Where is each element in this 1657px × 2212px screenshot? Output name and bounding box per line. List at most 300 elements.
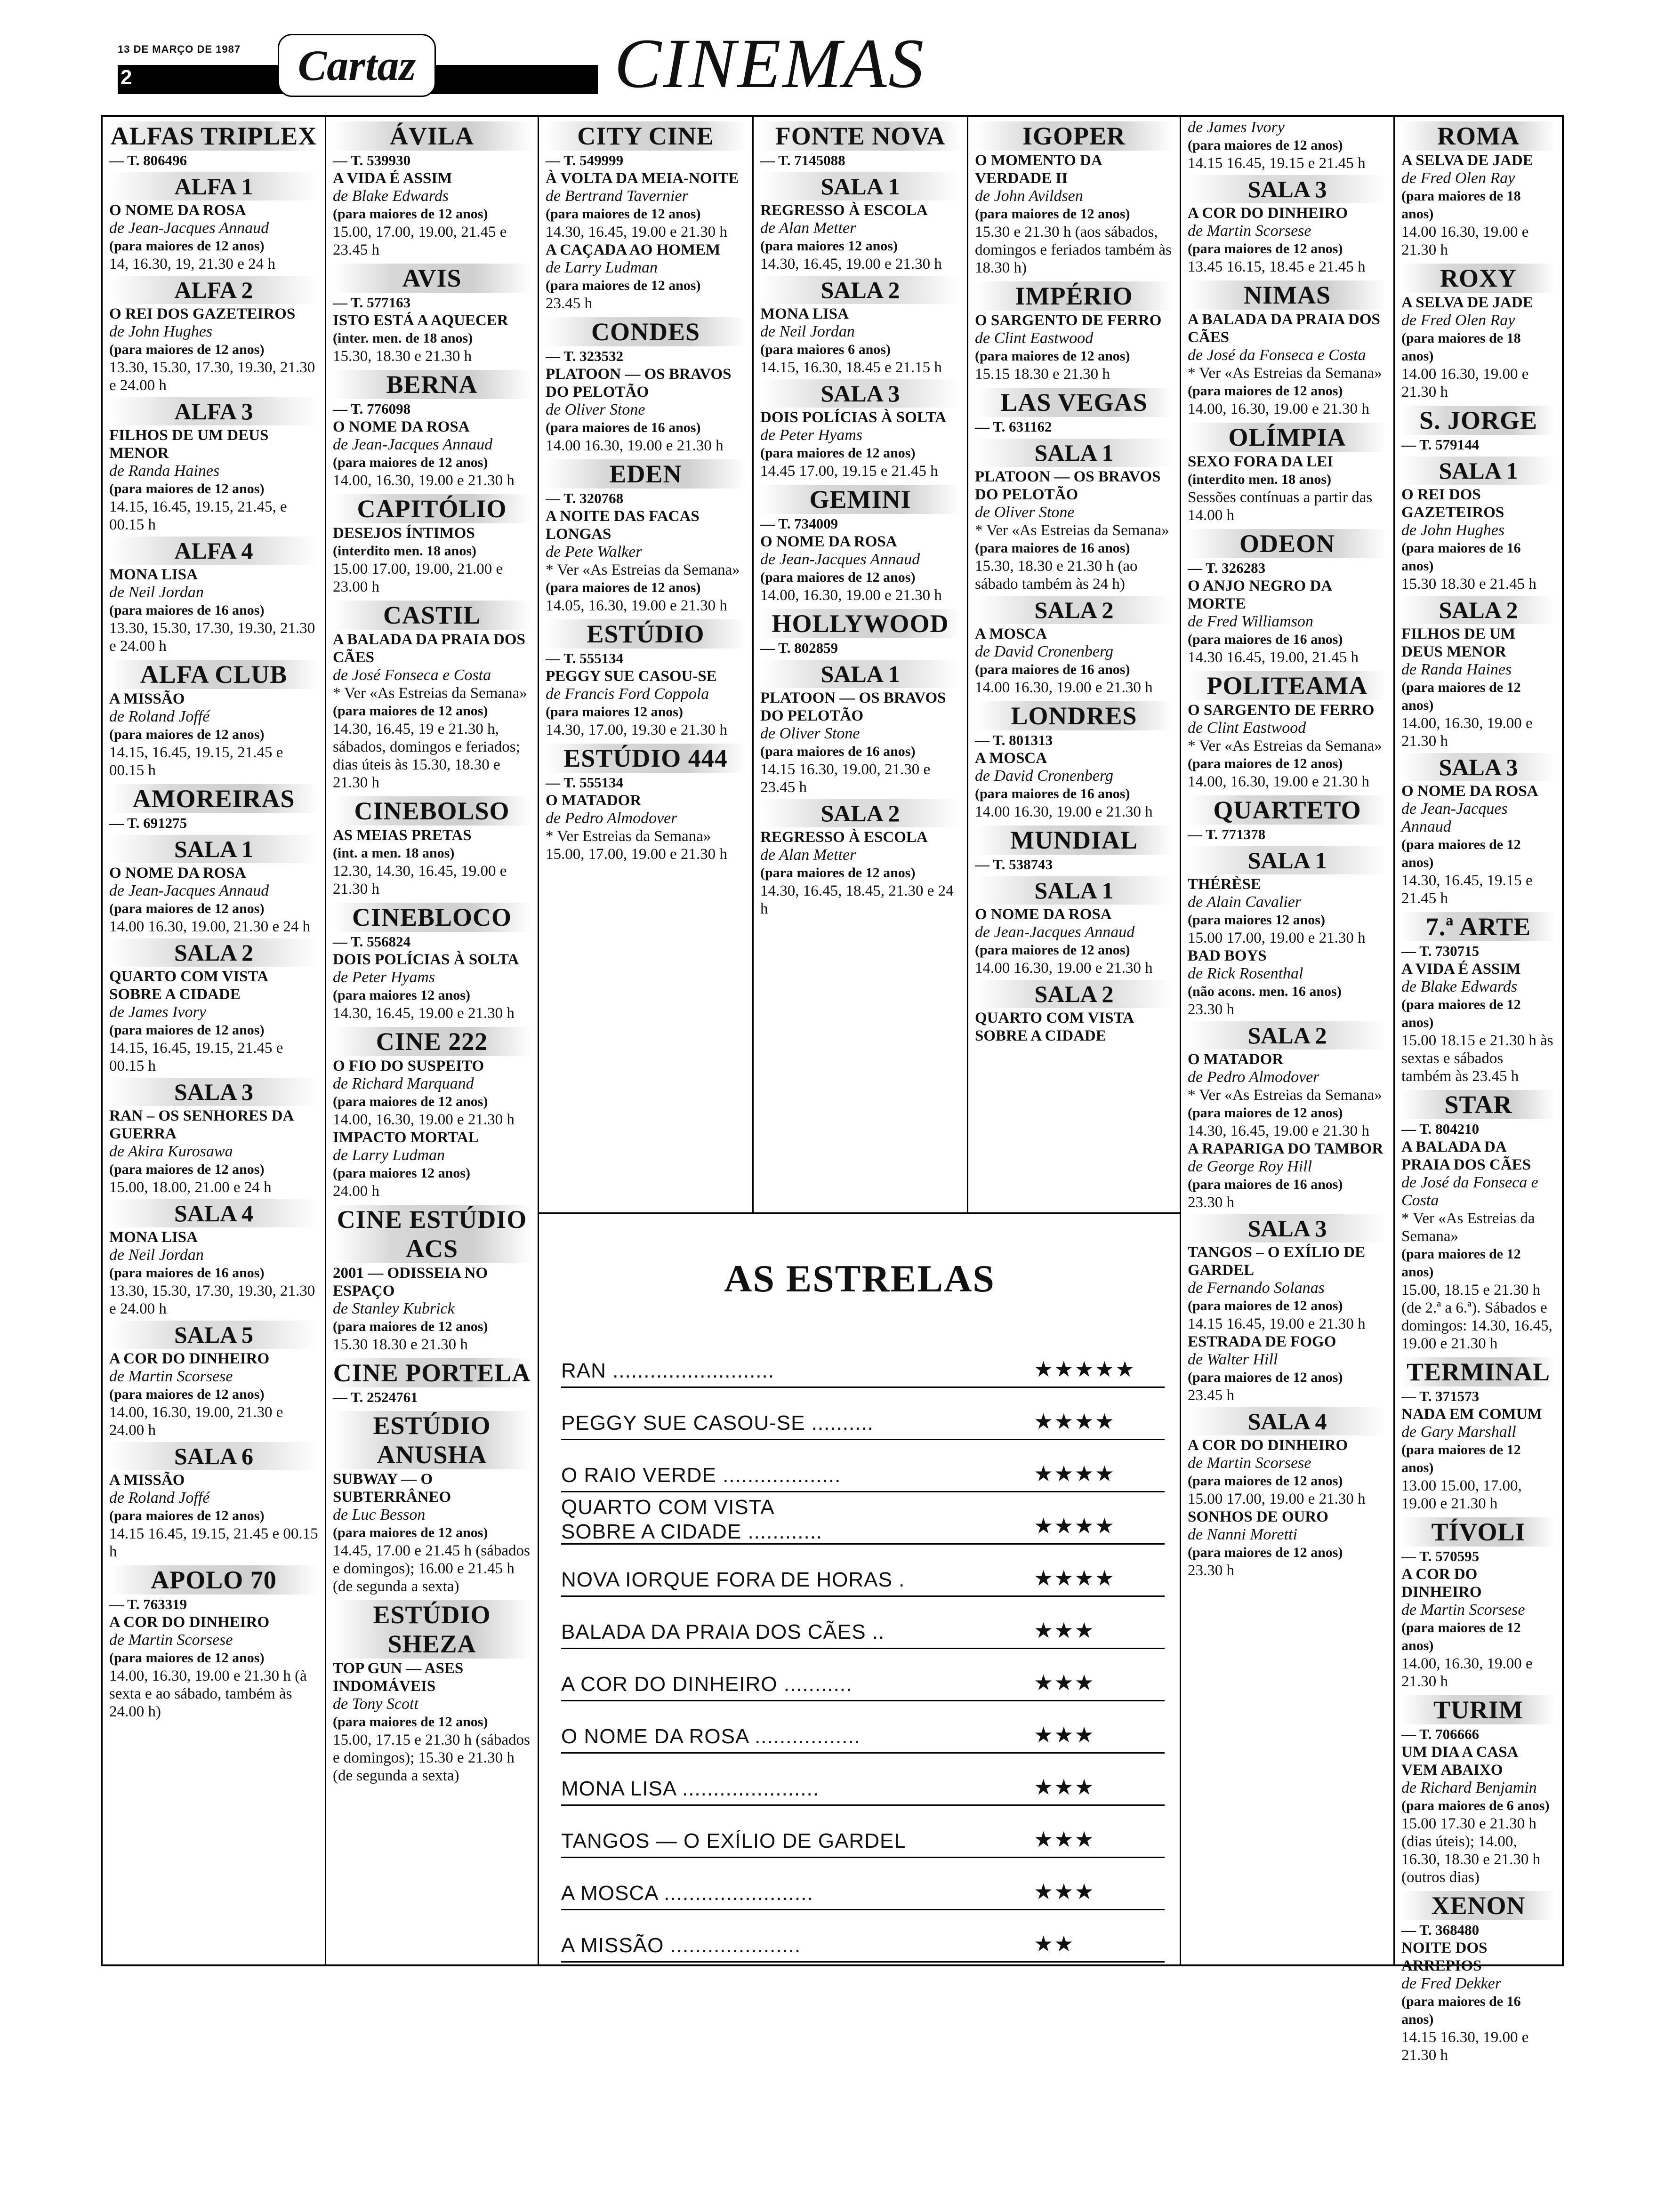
age-rating: (para maiores de 12 anos) [546,580,701,595]
film-director: de Roland Joffé [109,1489,210,1507]
film-director: de Luc Besson [333,1506,426,1523]
showtimes: 14.15 16.45, 19.15 e 21.45 h [1188,155,1366,172]
film-director: de Martin Scorsese [109,1631,233,1649]
screen-label: ALFA 3 [109,397,318,425]
film-director: de John Hughes [1401,521,1505,539]
age-rating: (para maiores de 12 anos) [333,703,488,719]
cinema-listing [546,744,746,863]
film-title: A COR DO DINHEIRO [109,1350,270,1367]
film-director: de José da Fonseca e Costa [1188,346,1366,364]
rating-row [561,1336,1165,1388]
showtimes: 14.30, 16.45, 18.45, 21.30 e 24 h [760,882,954,917]
cinema-listing [333,370,531,489]
age-rating: (para maiores de 12 anos) [333,455,488,470]
showtimes: 13.30, 15.30, 17.30, 19.30, 21.30 e 24.00 h [109,620,315,655]
age-rating: (para maiores de 16 anos) [975,540,1130,556]
film-title: O FIO DO SUSPEITO [333,1058,484,1074]
stars-list [561,1336,1165,1963]
cinema-name: TÍVOLI [1401,1517,1555,1547]
film-title: A SELVA DE JADE [1401,294,1533,311]
age-rating: (para maiores de 12 anos) [333,1094,488,1109]
cinema-name: TURIM [1401,1695,1555,1724]
film-note: * Ver «As Estreias da Semana» [546,561,740,578]
column-3 [539,119,752,868]
film-director: de Martin Scorsese [1188,222,1311,240]
screen-label: SALA 6 [109,1442,318,1470]
age-rating: (para maiores de 12 anos) [1188,137,1343,153]
rating-film [561,1495,822,1544]
film-director: de Martin Scorsese [109,1368,233,1385]
screen-label: SALA 2 [975,596,1173,624]
age-rating: (para maiores de 16 anos) [546,420,701,435]
showtimes: 23.45 h [1188,1387,1234,1404]
film-director: de Fred Olen Ray [1401,169,1515,187]
age-rating: (para maiores de 16 anos) [1188,632,1343,647]
film-director: de Nanni Moretti [1188,1526,1297,1543]
screen-label: SALA 3 [109,1078,318,1106]
cinema-phone: — T. 730715 [1401,943,1480,959]
film-title: O NOME DA ROSA [109,202,246,219]
film-title: RAN – OS SENHORES DA GUERRA [109,1107,293,1142]
rating-film-line: SOBRE A CIDADE ............ [561,1520,823,1543]
showtimes: 15.00, 17.00, 19.00 e 21.30 h [546,846,727,863]
cinema-name: OLÍMPIA [1188,423,1387,452]
cinema-listing [1401,264,1555,401]
film-title: A VIDA É ASSIM [1401,961,1521,978]
showtimes: 14.15 16.45, 19.15, 21.45 e 00.15 h [109,1525,318,1560]
cinema-listing [975,701,1173,821]
age-rating: (para maiores de 16 anos) [1188,1177,1343,1192]
showtimes: 12.30, 14.30, 16.45, 19.00 e 21.30 h [333,863,507,898]
film-title: O NOME DA ROSA [760,533,897,550]
cinema-listing [546,619,746,739]
film-title: A MISSÃO [109,690,185,707]
cinema-name: IMPÉRIO [975,281,1173,311]
stars-ratings-box [539,1214,1180,1964]
film-director: de Alan Metter [760,219,856,237]
film-title: DOIS POLÍCIAS À SOLTA [760,409,947,426]
age-rating: (para maiores de 12 anos) [109,901,265,916]
cinema-phone: — T. 579144 [1401,436,1480,453]
film-director: de Oliver Stone [760,725,860,742]
age-rating: (para maiores de 12 anos) [1188,241,1343,256]
cinema-listing [1401,1695,1555,1886]
film-title: TANGOS – O EXÍLIO DE GARDEL [1188,1244,1366,1279]
film-director: de Alan Metter [760,846,856,864]
cinema-phone: — T. 631162 [975,418,1052,435]
cinema-name: ALFAS TRIPLEX [109,121,318,151]
showtimes: 14.30 16.45, 19.00, 21.45 h [1188,649,1359,666]
rating-film: A MISSÃO ..................... [561,1934,801,1957]
rating-row [561,1440,1165,1492]
cinema-listing [760,485,960,604]
cinema-name: APOLO 70 [109,1565,318,1595]
cinema-name: ESTÚDIO [546,619,746,649]
film-title: AS MEIAS PRETAS [333,827,472,844]
age-rating: (para maiores de 12 anos) [975,206,1130,222]
age-rating: (para maiores de 12 anos) [109,727,265,742]
film-title: O MATADOR [1188,1051,1284,1068]
cinema-phone: — T. 763319 [109,1596,187,1612]
cinema-listing [975,281,1173,383]
cinema-phone: — T. 555134 [546,650,624,666]
film-director: de Alain Cavalier [1188,893,1302,911]
cinema-name: XENON [1401,1891,1555,1920]
cinema-name: AMOREIRAS [109,784,318,813]
screen-label: SALA 1 [109,835,318,863]
screen-label: SALA 1 [760,660,960,688]
age-rating: (para maiores de 12 anos) [1188,1105,1343,1121]
showtimes: 15.00 17.00, 19.00, 21.00 e 23.00 h [333,561,503,595]
cinema-phone: — T. 806496 [109,152,187,168]
film-director: de Jean-Jacques Annaud [975,923,1135,941]
cinema-name: CINE 222 [333,1027,531,1056]
cinema-name: TERMINAL [1401,1357,1555,1387]
cinema-listing [760,609,960,918]
film-note: * Ver «As Estreias da Semana» [1188,1087,1382,1104]
cinema-phone: — T. 323532 [546,348,624,364]
rating-film: MONA LISA ...................... [561,1777,819,1800]
film-director: de Larry Ludman [546,259,658,276]
film-title: A COR DO DINHEIRO [109,1614,270,1631]
film-director: de Stanley Kubrick [333,1300,455,1317]
age-rating: (para maiores de 18 anos) [1401,188,1521,222]
cinema-phone: — T. 734009 [760,515,838,532]
cinema-listing [546,317,746,455]
cinema-listing [333,1205,531,1354]
film-title: A SELVA DE JADE [1401,152,1533,169]
cinema-listing [1401,406,1555,907]
age-rating: (para maiores de 12 anos) [109,481,265,497]
film-title: UM DIA A CASA VEM ABAIXO [1401,1744,1518,1779]
rating-stars: ★★★★★ [1034,1356,1136,1382]
showtimes: 14.00 16.30, 19.00 e 21.30 h [975,803,1153,820]
screen-label: SALA 2 [975,980,1173,1008]
cinema-listing [333,1600,531,1785]
film-director: de Fred Williamson [1188,613,1313,630]
age-rating: (interdito men. 18 anos) [1188,472,1331,487]
rating-row [561,1388,1165,1440]
film-director: de Neil Jordan [109,1246,204,1264]
column-4 [754,119,967,922]
showtimes: 14.30, 16.45, 19.00 e 21.30 h [1188,1122,1369,1139]
rating-stars: ★★★ [1034,1670,1095,1695]
rating-row [561,1806,1165,1858]
film-director: de David Cronenberg [975,643,1113,660]
cinema-phone: — T. 549999 [546,152,624,168]
film-title: MONA LISA [109,566,198,583]
cinema-phone: — T. 706666 [1401,1726,1480,1742]
film-title: TOP GUN — ASES INDOMÁVEIS [333,1660,464,1695]
showtimes: 15.00 17.00, 19.00 e 21.30 h [1188,930,1366,946]
film-note: * Ver «As Estreias da Semana» [975,522,1169,539]
film-title: PEGGY SUE CASOU-SE [546,668,717,685]
film-director: de Larry Ludman [333,1146,445,1164]
film-director: de Randa Haines [1401,661,1512,678]
rating-film: TANGOS — O EXÍLIO DE GARDEL [561,1829,906,1852]
rating-film: BALADA DA PRAIA DOS CÃES .. [561,1620,885,1643]
showtimes: 15.30 18.30 e 21.45 h [1401,576,1536,593]
film-note: * Ver «As Estreias da Semana» [333,685,527,702]
film-director: de Oliver Stone [975,504,1075,521]
cinema-listing [333,494,531,596]
age-rating: (para maiores 6 anos) [760,342,891,357]
page-number: 2 [121,66,132,89]
showtimes: 15.00, 18.15 e 21.30 h (de 2.ª a 6.ª). Sábados e domingos: 14.30, 16.45, 19.00 e 21.30 h [1401,1282,1552,1352]
age-rating: (para maiores de 12 anos) [975,942,1130,958]
age-rating: (para maiores de 12 anos) [1401,1246,1521,1280]
screen-label: SALA 3 [1188,175,1387,203]
film-director: de Blake Edwards [333,187,449,205]
showtimes: Sessões contínuas a partir das 14.00 h [1188,489,1373,524]
film-director: de James Ivory [109,1003,206,1021]
film-title: A CAÇADA AO HOMEM [546,241,721,258]
rating-row [561,1545,1165,1597]
section-title: CINEMAS [614,24,926,103]
film-title: O SARGENTO DE FERRO [1188,702,1375,719]
cinema-listing [333,121,531,259]
film-director: de Neil Jordan [109,584,204,601]
cinema-listing [760,121,960,480]
cinema-phone: — T. 556824 [333,933,411,950]
cinema-listing [975,388,1173,697]
cinema-phone: — T. 7145088 [760,152,845,168]
showtimes: 15.30 18.30 e 21.30 h [333,1336,468,1353]
screen-label: SALA 4 [1188,1407,1387,1435]
showtimes: 23.30 h [1188,1562,1234,1579]
film-director: de Blake Edwards [1401,978,1518,995]
cinema-name: GEMINI [760,485,960,514]
age-rating: (para maiores de 12 anos) [109,238,265,254]
film-title: À VOLTA DA MEIA-NOITE [546,170,739,187]
screen-label: SALA 1 [1401,457,1555,485]
cinema-name: NIMAS [1188,281,1387,310]
rating-stars: ★★★ [1034,1618,1095,1643]
cinema-name: CINEBLOCO [333,903,531,932]
film-note: * Ver «As Estreias da Semana» [1401,1210,1535,1245]
cinema-listing [1188,423,1387,524]
rating-row [561,1858,1165,1910]
age-rating: (para maiores de 12 anos) [760,569,916,585]
film-director: de Clint Eastwood [1188,719,1306,737]
film-title: A NOITE DAS FACAS LONGAS [546,508,700,543]
age-rating: (para maiores de 12 anos) [1188,756,1343,771]
rating-film: O NOME DA ROSA ................. [561,1725,861,1748]
rating-stars: ★★★★ [1034,1565,1115,1591]
cinema-name: IGOPER [975,121,1173,151]
cinema-name: 7.ª ARTE [1401,912,1555,941]
screen-label: SALA 2 [760,799,960,827]
showtimes: 14.15 16.30, 19.00 e 21.30 h [1401,2029,1529,2064]
rating-stars: ★★★★ [1034,1513,1115,1539]
column-1 [103,119,325,1725]
cinema-phone: — T. 570595 [1401,1548,1480,1564]
film-title: O NOME DA ROSA [333,418,470,435]
age-rating: (para maiores de 12 anos) [109,1162,265,1177]
age-rating: (para maiores de 12 anos) [109,1022,265,1038]
screen-label: SALA 2 [1188,1021,1387,1050]
cinema-listing [333,903,531,1022]
cinema-listing [109,1565,318,1721]
cinema-listing [109,784,318,1561]
cinema-listing [109,660,318,779]
showtimes: 13.30, 15.30, 17.30, 19.30, 21.30 e 24.00 h [109,359,315,394]
film-director: de John Hughes [109,323,213,340]
cinema-listing [333,264,531,365]
cinema-name: S. JORGE [1401,406,1555,435]
showtimes: 14.00, 16.30, 19.00 e 21.30 h [760,587,942,604]
cinema-name: CAPITÓLIO [333,494,531,523]
issue-date: 13 DE MARÇO DE 1987 [118,43,241,55]
cinema-phone: — T. 371573 [1401,1388,1480,1404]
film-director: de David Cronenberg [975,767,1113,785]
rating-row [561,1701,1165,1754]
showtimes: 14.45, 17.00 e 21.45 h (sábados e domingos); 16.00 e 21.45 h (de segunda a sexta) [333,1542,530,1595]
showtimes: 15.00 18.15 e 21.30 h às sextas e sábados também às 23.45 h [1401,1032,1553,1085]
cinema-name: FONTE NOVA [760,121,960,151]
cinema-listing [1401,912,1555,1085]
screen-label: SALA 1 [760,172,960,200]
cinema-listing [1188,529,1387,666]
film-title: DESEJOS ÍNTIMOS [333,525,475,542]
age-rating: (não acons. men. 16 anos) [1188,984,1342,999]
film-title: O REI DOS GAZETEIROS [109,305,296,322]
rating-row [561,1754,1165,1806]
cinema-phone: — T. 538743 [975,856,1053,873]
film-director: de Rick Rosenthal [1188,965,1303,982]
age-rating: (para maiores de 12 anos) [1188,1473,1343,1489]
cinema-name: STAR [1401,1090,1555,1119]
age-rating: (para maiores de 12 anos) [1401,680,1521,713]
cinema-listing [1401,1357,1555,1513]
cinema-name: EDEN [546,459,746,489]
rating-stars: ★★★ [1034,1722,1095,1747]
film-director: de Tony Scott [333,1695,418,1713]
film-title: MONA LISA [760,305,849,322]
film-title: SUBWAY — O SUBTERRÂNEO [333,1471,451,1506]
showtimes: 14.15, 16.45, 19.15, 21.45 e 00.15 h [109,744,283,779]
age-rating: (para maiores de 12 anos) [109,1508,265,1523]
film-title: A COR DO DINHEIRO [1401,1566,1482,1601]
cinema-name: CINE ESTÚDIO ACS [333,1205,531,1263]
cinema-name: POLITEAMA [1188,671,1387,700]
cinema-listing [1401,1090,1555,1353]
showtimes: 23.30 h [1188,1001,1234,1018]
showtimes: 14.00, 16.30, 19.00 e 21.30 h [333,1111,515,1128]
showtimes: 15.30, 18.30 e 21.30 h [333,348,472,365]
age-rating: (para maiores de 6 anos) [1401,1798,1550,1813]
cinema-name: QUARTETO [1188,795,1387,825]
film-title: QUARTO COM VISTA SOBRE A CIDADE [975,1010,1134,1044]
film-title: SEXO FORA DA LEI [1188,453,1333,470]
film-title: SONHOS DE OURO [1188,1508,1328,1525]
film-director: de Roland Joffé [109,708,210,725]
showtimes: 14.30, 16.45, 19 e 21.30 h, sábados, domingos e feriados; dias úteis às 15.30, 18.30 e 21.30 h [333,721,520,791]
stars-title: AS ESTRELAS [724,1257,995,1300]
cinema-name: ESTÚDIO SHEZA [333,1600,531,1659]
cinema-listing [109,121,318,655]
film-title: NADA EM COMUM [1401,1406,1542,1423]
frame-top [101,115,1564,117]
showtimes: 14.00, 16.30, 19.00 e 21.30 h (à sexta e ao sábado, também às 24.00 h) [109,1667,307,1720]
rating-film: A COR DO DINHEIRO ........... [561,1673,853,1696]
showtimes: 15.00, 17.00, 19.00, 21.45 e 23.45 h [333,224,507,258]
showtimes: 14.15 16.30, 19.00, 21.30 e 23.45 h [760,761,931,796]
age-rating: (para maiores 12 anos) [333,987,470,1003]
cinema-phone: — T. 691275 [109,815,187,831]
cinema-listing [333,1027,531,1200]
film-title: O NOME DA ROSA [975,906,1112,923]
cinema-listing [333,796,531,898]
film-title: FILHOS DE UM DEUS MENOR [1401,625,1516,660]
screen-label: SALA 3 [760,379,960,408]
age-rating: (para maiores de 16 anos) [1401,1994,1521,2027]
showtimes: 14.05, 16.30, 19.00 e 21.30 h [546,597,727,614]
showtimes: 15.00, 17.15 e 21.30 h (sábados e domingos); 15.30 e 21.30 h (de segunda a sexta) [333,1731,530,1784]
film-title: NOITE DOS ARREPIOS [1401,1940,1488,1974]
cinema-listing [1401,121,1555,259]
cinema-listing [1188,119,1387,276]
showtimes: 14.00, 16.30, 19.00 e 21.30 h [1188,773,1369,790]
showtimes: 23.45 h [546,295,592,312]
cinema-name: ROXY [1401,264,1555,293]
showtimes: 14.00, 16.30, 19.00 e 21.30 h [1401,1655,1533,1690]
rating-stars: ★★ [1034,1931,1075,1956]
showtimes: 15.30, 18.30 e 21.30 h (ao sábado também às 24 h) [975,558,1138,593]
cinema-phone: — T. 771378 [1188,826,1266,842]
showtimes: 14.00 16.30, 19.00, 21.30 e 24 h [109,918,311,935]
film-title: ESTRADA DE FOGO [1188,1333,1336,1350]
age-rating: (para maiores de 12 anos) [1401,1442,1521,1475]
film-director: de Neil Jordan [760,323,855,340]
film-director: de José da Fonseca e Costa [1401,1174,1538,1209]
film-title: O NOME DA ROSA [1401,783,1538,800]
rating-film: O RAIO VERDE ................... [561,1464,841,1487]
showtimes: 14.45 17.00, 19.15 e 21.45 h [760,463,938,480]
cinema-phone: — T. 802859 [760,640,838,656]
screen-label: SALA 2 [760,276,960,304]
film-director: de Fred Dekker [1401,1975,1502,1992]
column-6 [1181,119,1393,1584]
film-director: de Oliver Stone [546,401,645,418]
cartaz-logo [278,34,436,97]
rating-stars: ★★★ [1034,1879,1095,1904]
cinema-listing [546,459,746,615]
showtimes: 14.00 16.30, 19.00 e 21.30 h [975,960,1153,977]
showtimes: 13.30, 15.30, 17.30, 19.30, 21.30 e 24.00 h [109,1282,315,1317]
film-title: REGRESSO À ESCOLA [760,202,928,219]
showtimes: 14.00 16.30, 19.00 e 21.30 h [975,679,1153,696]
film-director: de Randa Haines [109,462,220,480]
column-5 [968,119,1180,1050]
film-director: de Fernando Solanas [1188,1279,1325,1297]
film-director: de Jean-Jacques Annaud [109,882,269,899]
age-rating: (inter. men. de 18 anos) [333,330,473,346]
cinema-name: CINE PORTELA [333,1359,531,1387]
film-director: de José Fonseca e Costa [333,666,491,684]
film-director: de Jean-Jacques Annaud [109,219,269,237]
age-rating: (para maiores 12 anos) [546,704,683,720]
age-rating: (para maiores de 12 anos) [1401,837,1521,870]
film-director: de Jean-Jacques Annaud [760,551,920,568]
column-7 [1395,119,1562,2069]
age-rating: (para maiores de 12 anos) [1401,997,1521,1030]
cinema-listing [1401,1517,1555,1691]
showtimes: 14.30, 16.45, 19.00 e 21.30 h [333,1005,515,1022]
film-title: A COR DO DINHEIRO [1188,1437,1348,1454]
age-rating: (interdito men. 18 anos) [333,543,476,559]
film-title: O SARGENTO DE FERRO [975,312,1162,329]
